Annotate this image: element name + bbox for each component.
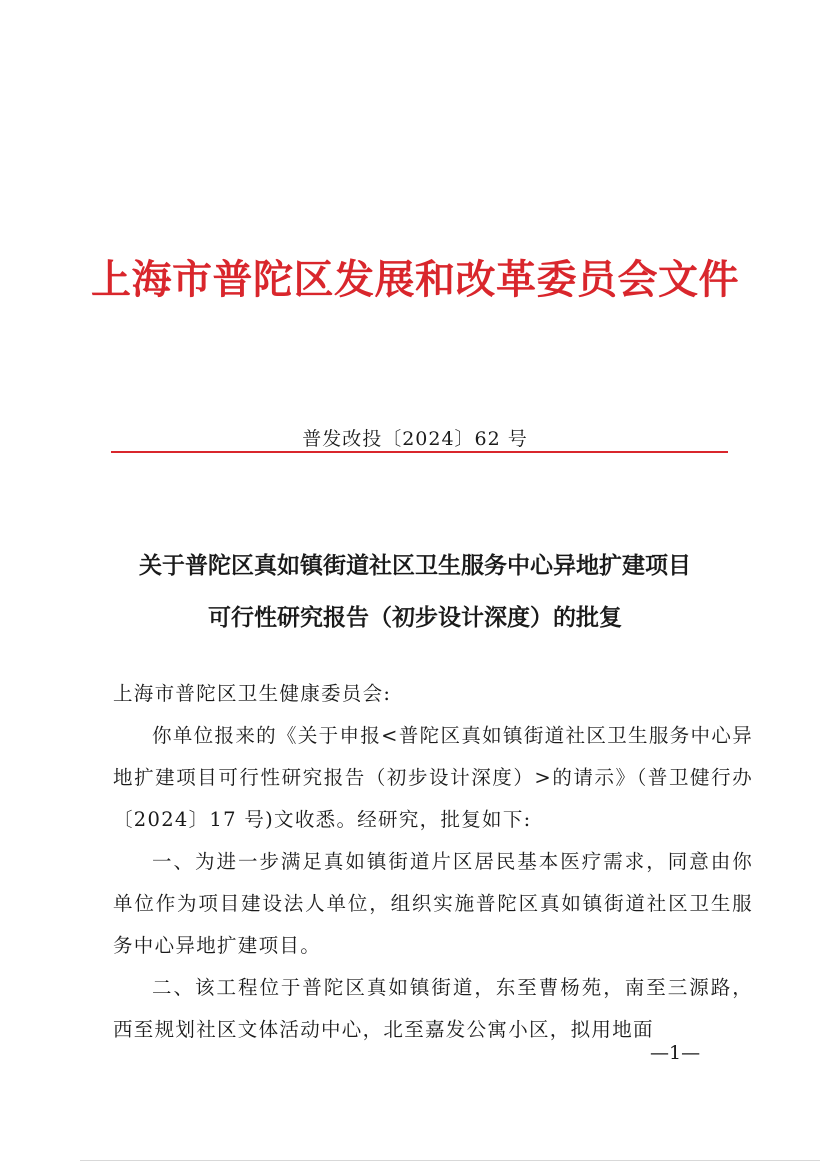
scan-edge-line <box>80 1160 820 1161</box>
document-body <box>113 673 753 1051</box>
red-divider-line <box>111 451 728 453</box>
document-subject <box>60 540 770 644</box>
subject-line-1: 关于普陀区真如镇街道社区卫生服务中心异地扩建项目 <box>139 552 691 579</box>
recipient-line: 上海市普陀区卫生健康委员会: <box>113 682 392 705</box>
body-paragraph-2: 一、为进一步满足真如镇街道片区居民基本医疗需求，同意由你单位作为项目建设法人单位，组织实施普陀区真如镇街道社区卫生服务中心异地扩建项目。 <box>113 850 753 957</box>
document-number: 普发改投〔2024〕62 号 <box>302 428 528 450</box>
body-paragraph-1: 你单位报来的《关于申报<普陀区真如镇街道社区卫生服务中心异地扩建项目可行性研究报告（初步设计深度）>的请示》（普卫健行办〔2024〕17 号)文收悉。经研究，批复如下: <box>113 724 753 831</box>
page-number: —1— <box>650 1042 701 1064</box>
subject-line-2: 可行性研究报告（初步设计深度）的批复 <box>208 604 622 631</box>
body-paragraph-3: 二、该工程位于普陀区真如镇街道，东至曹杨苑，南至三源路，西至规划社区文体活动中心，北至嘉发公寓小区，拟用地面 <box>113 976 753 1041</box>
issuer-header-title: 上海市普陀区发展和改革委员会文件 <box>91 256 739 303</box>
